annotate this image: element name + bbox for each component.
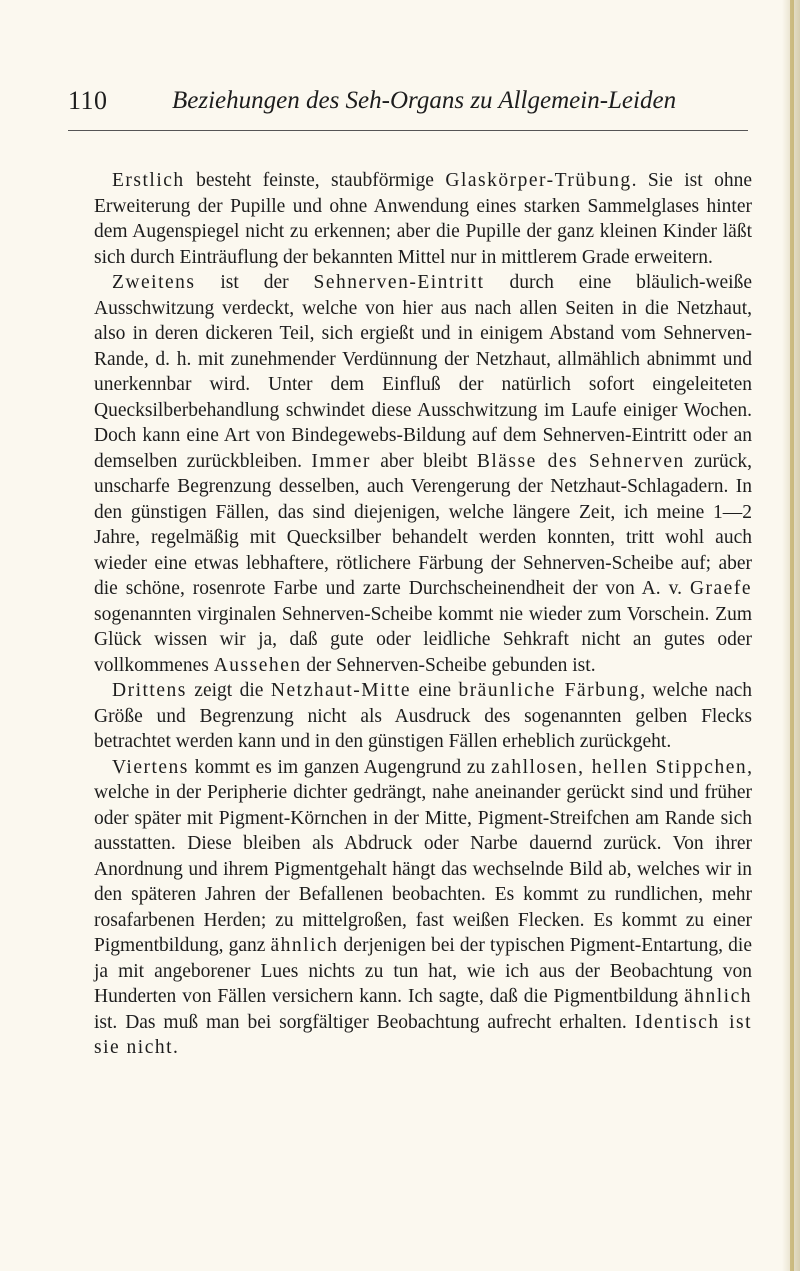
paragraph-lead: Drittens [112, 680, 187, 701]
emphasis-term: ähnlich [270, 935, 339, 956]
paragraph-lead: Zweitens [112, 272, 196, 293]
paragraph-text: eine [411, 680, 459, 701]
paragraph-text: . Sie ist ohne Erweiterung der Pupille und ohne Anwendung eines starken Sammelglases hinter dem Augenspiegel nicht zu erkennen; aber die Pupille der ganz kleinen Kinder läßt sich durch Einträuflung der bekannten Mittel nur in mittlerem Grade erweitern. [94, 170, 752, 268]
paragraph-1 [94, 168, 752, 270]
emphasis-term: Blässe des Sehnerven [476, 450, 685, 472]
paragraph-4 [94, 755, 752, 1061]
emphasis-term: bräunliche Färbung [458, 680, 641, 701]
emphasis-term: Sehnerven-Eintritt [313, 272, 485, 293]
paragraph-text: , welche nach Größe und Begrenzung nicht als Ausdruck des sogenannten gelben Flecks betrachtet werden kann und in den günstigen Fällen erheblich zurückgeht. [94, 680, 752, 752]
emphasis-term: Aussehen [213, 654, 302, 676]
page-header [68, 74, 748, 131]
emphasis-term: Glaskörper-Trübung [445, 170, 632, 191]
paragraph-text: sogenannten virginalen Sehnerven-Scheibe kommt nie wieder zum Vorschein. Zum Glück wissen wir ja, daß gute oder leidliche Sehkraft nicht an gutes oder vollkommenes [94, 603, 752, 676]
page-number: 110 [68, 86, 108, 115]
running-title: Beziehungen des Seh-Organs zu Allgemein-Leiden [172, 87, 677, 114]
paragraph-text: durch eine bläulich-weiße Ausschwitzung verdeckt, welche von hier aus nach allen Seiten in die Netzhaut, also in deren dickeren Teil, sich ergießt und in einigem Abstand vom Sehnerven-Rande, d. h. mit zunehmender Verdünnung der Netzhaut, allmählich abnimmt und unerkennbar wird. Unter dem Einfluß der natürlich sofort eingeleiteten Quecksilberbehandlung schwindet diese Ausschwitzung im Laufe einiger Wochen. Doch kann eine Art von Bindegewebs-Bildung auf dem Sehnerven-Eintritt oder an demselben zurückbleiben. [94, 272, 753, 472]
book-page [68, 74, 753, 1214]
paragraph-text: . [173, 1037, 178, 1058]
paragraph-2 [94, 270, 752, 678]
paragraph-text: ist der [195, 272, 314, 293]
emphasis-term: Immer [311, 450, 371, 472]
paragraph-text: besteht feinste, staubförmige [184, 170, 446, 191]
paragraph-text: derjenigen bei der typischen Pigment-Entartung, die ja mit angeborener Lues nichts zu tun hat, wie ich aus der Beobachtung von Hunderten von Fällen versichern kann. Ich sagte, daß die Pigmentbildung [94, 935, 753, 1007]
body-text [94, 168, 752, 1061]
emphasis-term: Netzhaut-Mitte [270, 680, 412, 701]
paragraph-lead: Erstlich [112, 170, 185, 191]
paragraph-lead: Viertens [112, 756, 189, 778]
paragraph-text: kommt es im ganzen Augengrund zu [188, 756, 492, 778]
paragraph-text: zeigt die [186, 680, 271, 701]
paragraph-text: aber bleibt [370, 450, 477, 472]
page-edge-line [790, 0, 794, 1271]
emphasis-term: zahllosen, hellen Stippchen [491, 756, 748, 778]
paragraph-text: der Sehnerven-Scheibe gebunden ist. [301, 654, 596, 676]
paragraph-text: , welche in der Peripherie dichter gedrängt, nahe aneinander gerückt sind und früher oder später mit Pigment-Körnchen in der Mitte, Pigment-Streifchen am Rande sich ausstatten. Diese bleiben als Abdruck oder Narbe dauernd zurück. Von ihrer Anordnung und ihrem Pigmentgehalt hängt das wechselnde Bild ab, welches wir in den späteren Jahren der Befallenen beobachten. Es kommt zu rundlichen, mehr rosafarbenen Herden; zu mittelgroßen, fast weißen Flecken. Es kommt zu einer Pigmentbildung, ganz [94, 756, 752, 956]
emphasis-term: ähnlich [684, 986, 752, 1007]
paragraph-3 [94, 678, 752, 755]
emphasis-term: Identisch ist sie nicht [94, 1011, 752, 1058]
paragraph-text: ist. Das muß man bei sorgfältiger Beobachtung aufrecht erhalten. [94, 1011, 635, 1033]
paragraph-text: zurück, unscharfe Begrenzung desselben, auch Verengerung der Netzhaut-Schlagadern. In den günstigen Fällen, das sind diejenigen, welche längere Zeit, ich meine 1—2 Jahre, regelmäßig mit Quecksilber behandelt werden konnten, tritt wohl auch wieder eine etwas lebhaftere, rötlichere Färbung der Sehnerven-Scheibe auf; aber die schöne, rosenrote Farbe und zarte Durchscheinendheit der von A. v. [94, 450, 752, 599]
emphasis-term: Graefe [689, 578, 752, 599]
